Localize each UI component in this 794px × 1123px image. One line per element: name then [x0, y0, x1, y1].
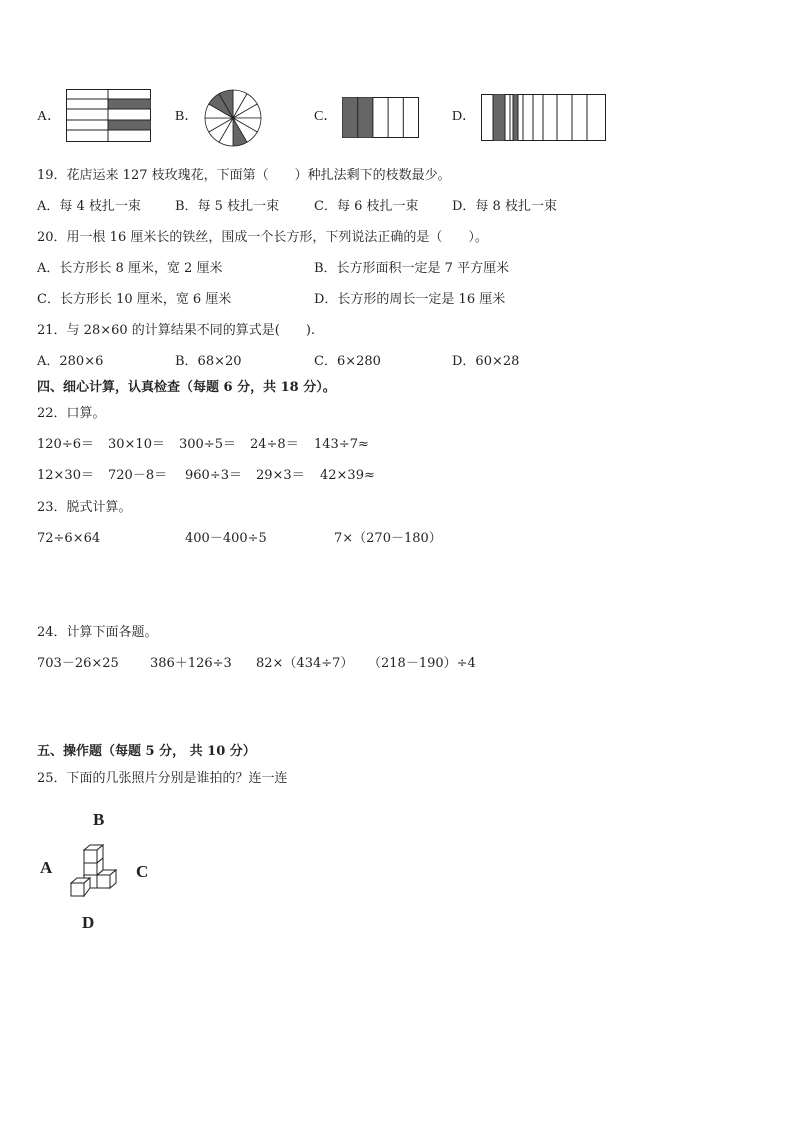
q23-stem: 23．脱式计算。	[37, 500, 132, 515]
section-4-title: 四、细心计算，认真检查（每题 6 分，共 18 分）。	[37, 380, 336, 395]
q18-option-a-figure[interactable]	[66, 89, 152, 143]
q24-item: （218－190）÷4	[368, 656, 476, 671]
q20-stem: 20．用一根 16 厘米长的铁丝，围成一个长方形，下列说法正确的是（ ）。	[37, 230, 488, 245]
q21-stem: 21．与 28×60 的计算结果不同的算式是( ).	[37, 323, 316, 338]
q24-item: 82×（434÷7）	[256, 656, 354, 671]
q22-item: 29×3＝	[256, 468, 305, 483]
q22-item: 42×39≈	[320, 468, 375, 483]
q18-option-c-figure[interactable]	[342, 97, 420, 139]
q19-option-c[interactable]: C．每 6 枝扎一束	[314, 199, 419, 214]
q25-label-c[interactable]: C	[136, 862, 149, 881]
q18-option-b-label: B．	[175, 109, 199, 124]
q22-item: 12×30＝	[37, 468, 94, 483]
q20-option-b[interactable]: B．长方形面积一定是 7 平方厘米	[314, 261, 510, 276]
q23-item: 400－400÷5	[185, 531, 267, 546]
q25-stem: 25．下面的几张照片分别是谁拍的？连一连	[37, 771, 288, 786]
q23-item: 7×（270－180）	[334, 531, 442, 546]
q20-option-c[interactable]: C．长方形长 10 厘米，宽 6 厘米	[37, 292, 232, 307]
q22-item: 300÷5＝	[179, 437, 236, 452]
q25-cube-stack-figure	[70, 844, 122, 898]
q21-option-b[interactable]: B．68×20	[175, 354, 242, 369]
q19-option-b[interactable]: B．每 5 枝扎一束	[175, 199, 280, 214]
q19-stem: 19．花店运来 127 枝玫瑰花，下面第（ ）种扎法剩下的枝数最少。	[37, 168, 451, 183]
q21-option-c[interactable]: C．6×280	[314, 354, 381, 369]
q22-item: 720－8＝	[108, 468, 168, 483]
q20-option-d[interactable]: D．长方形的周长一定是 16 厘米	[314, 292, 506, 307]
q23-item: 72÷6×64	[37, 531, 101, 546]
q25-label-a[interactable]: A	[40, 858, 53, 877]
q24-stem: 24．计算下面各题。	[37, 625, 158, 640]
q20-option-a[interactable]: A．长方形长 8 厘米，宽 2 厘米	[37, 261, 223, 276]
q18-option-d-label: D．	[452, 109, 477, 124]
q22-item: 960÷3＝	[185, 468, 242, 483]
q25-label-d[interactable]: D	[82, 913, 95, 932]
q22-item: 30×10＝	[108, 437, 165, 452]
q24-item: 386＋126÷3	[150, 656, 232, 671]
q25-label-b[interactable]: B	[93, 810, 105, 829]
q18-option-d-figure[interactable]	[481, 94, 607, 142]
q24-item: 703－26×25	[37, 656, 119, 671]
q21-option-d[interactable]: D．60×28	[452, 354, 520, 369]
q22-item: 120÷6＝	[37, 437, 94, 452]
q18-option-c-label: C．	[314, 109, 338, 124]
q19-option-a[interactable]: A．每 4 枝扎一束	[37, 199, 141, 214]
q22-item: 143÷7≈	[314, 437, 369, 452]
q18-option-a-label: A．	[37, 109, 62, 124]
q19-option-d[interactable]: D．每 8 枝扎一束	[452, 199, 557, 214]
q22-item: 24÷8＝	[250, 437, 299, 452]
q18-option-b-figure[interactable]	[204, 89, 262, 147]
q22-stem: 22．口算。	[37, 406, 106, 421]
section-5-title: 五、操作题（每题 5 分， 共 10 分）	[37, 744, 256, 759]
q21-option-a[interactable]: A．280×6	[37, 354, 104, 369]
